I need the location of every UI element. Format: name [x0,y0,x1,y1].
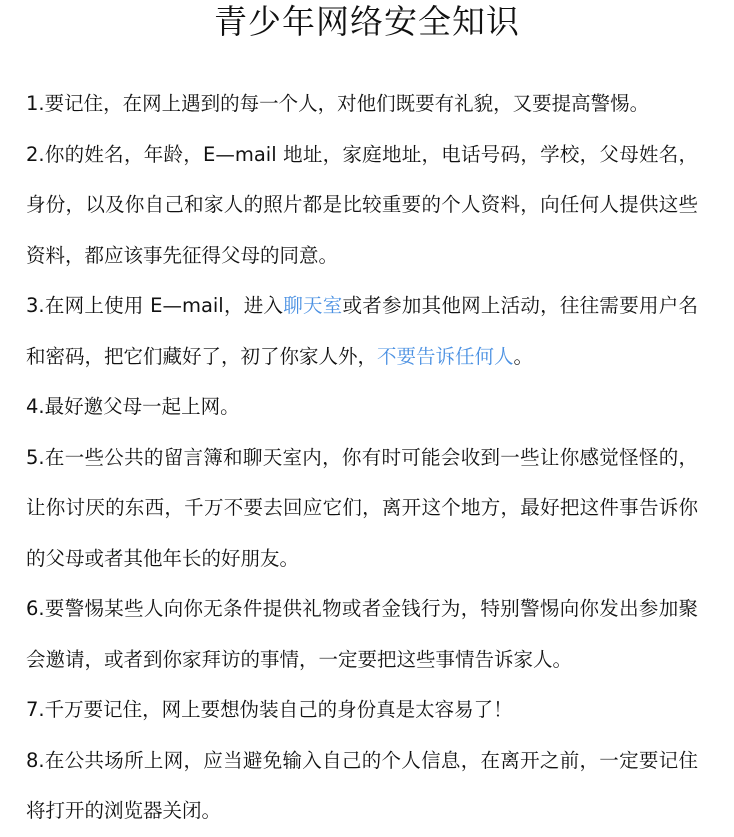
tip-3 [26,281,698,382]
tip-4: 4.最好邀父母一起上网。 [26,395,240,418]
dont-tell-anyone-link[interactable]: 不要告诉任何人 [377,344,514,368]
article-body [26,79,698,837]
tip-3-text-c: 。 [513,344,534,368]
tip-3-text-a: 3.在网上使用 E—mail，进入 [26,294,284,317]
page-title: 青少年网络安全知识 [214,2,520,41]
tip-2: 2.你的姓名，年龄，E—mail 地址，家庭地址，电话号码，学校，父母姓名，身份，以及你自己和家人的照片都是比较重要的个人资料，向任何人提供这些资料，都应该事先征得父母的同意。 [26,142,698,267]
tip-5: 5.在一些公共的留言簿和聊天室内，你有时可能会收到一些让你感觉怪怪的，让你讨厌的东西，千万不要去回应它们，离开这个地方，最好把这件事告诉你的父母或者其他年长的好朋友。 [26,445,698,570]
tip-1: 1.要记住，在网上遇到的每一个人，对他们既要有礼貌，又要提高警惕。 [26,92,650,115]
tip-8: 8.在公共场所上网，应当避免输入自己的个人信息，在离开之前，一定要记住将打开的浏览器关闭。 [26,748,698,822]
tip-3-text-b: 或者参加其他网上活动，往往需要用户名和密码，把它们藏好了，初了你家人外， [26,294,698,368]
chat-room-link[interactable]: 聊天室 [283,294,343,317]
tip-6: 6.要警惕某些人向你无条件提供礼物或者金钱行为，特别警惕向你发出参加聚会邀请，或者到你家拜访的事情，一定要把这些事情告诉家人。 [26,597,698,671]
tip-7: 7.千万要记住，网上要想伪装自己的身份真是太容易了！ [26,698,513,721]
